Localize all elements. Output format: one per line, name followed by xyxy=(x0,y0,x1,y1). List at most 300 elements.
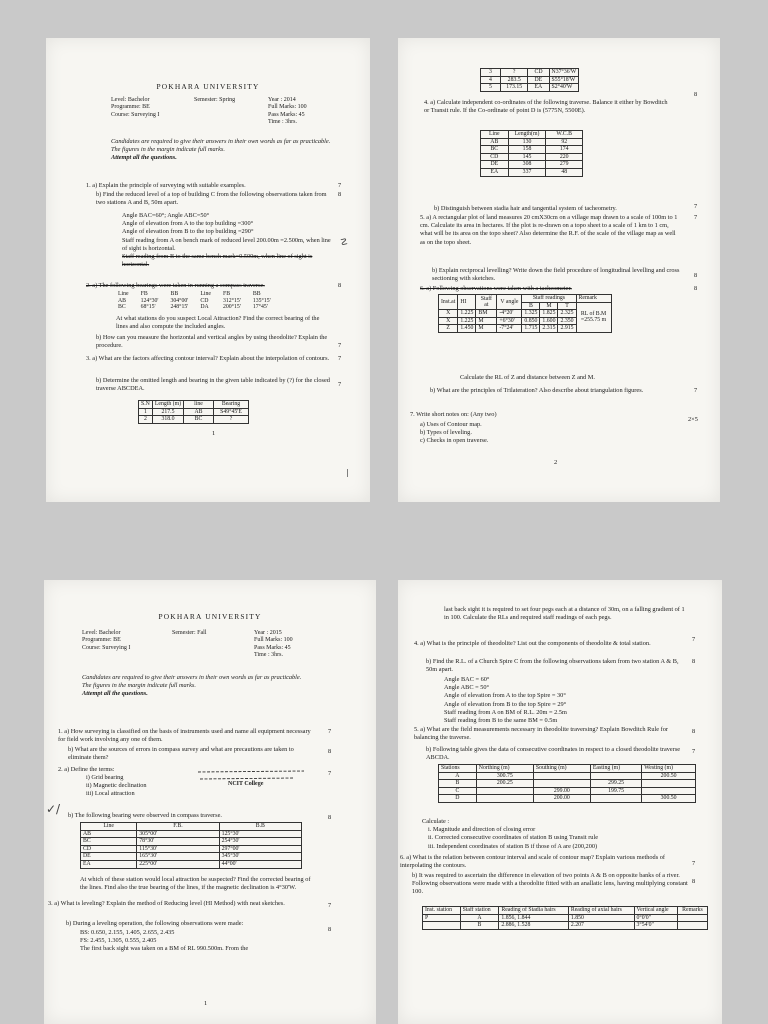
cell: BC xyxy=(118,304,126,311)
cell: X xyxy=(439,317,458,325)
instruction-3: Attempt all the questions. xyxy=(82,690,148,698)
page-number: 1 xyxy=(212,430,216,437)
cell: CD xyxy=(528,69,549,77)
full-marks: Full Marks: 100 xyxy=(254,637,293,644)
cell: F.B. xyxy=(137,823,219,831)
cell: 200°15' xyxy=(222,304,241,311)
cell: AB xyxy=(481,138,509,146)
q2a-text: At what stations do you suspect Local Attraction? Find the correct bearing of the lines and also compute the included angles. xyxy=(116,315,320,331)
cell: N37°36'W xyxy=(549,69,579,77)
cell: AB xyxy=(184,408,214,416)
stamp-text: NCIT College xyxy=(228,781,264,787)
cell: 78°30' xyxy=(137,838,219,846)
q3b: b) Determine the omitted length and bearing in the given table indicated by (?) for the closed traverse ABCDEA. xyxy=(96,377,330,393)
q2a: 2. a) The following bearings were taken in running a compass traverse. xyxy=(86,282,265,289)
cell: DA xyxy=(200,304,209,311)
college-stamp xyxy=(194,766,312,792)
q6a-marks: 7 xyxy=(692,860,696,867)
instruction-3: Attempt all the questions. xyxy=(111,154,177,162)
pass-marks: Pass Marks: 45 xyxy=(268,111,305,118)
cell: 1.850 xyxy=(568,914,634,922)
term-2: ii) Magnetic declination xyxy=(86,782,147,790)
cell: B xyxy=(522,302,540,310)
level: Level: Bachelor xyxy=(82,630,121,636)
cell: T xyxy=(558,302,576,310)
margin-checkmark: ✓/ xyxy=(46,802,61,816)
cell: Bearing xyxy=(213,401,248,409)
q4b-data xyxy=(444,676,684,725)
cell xyxy=(677,922,707,930)
cell: BB xyxy=(170,291,179,297)
q1a: 1. a) How surveying is classified on the basis of instruments used and name all equipment necessary for field work involving any one of them. xyxy=(58,728,311,744)
instruction-1: Candidates are required to give their answers in their own words as far as practicable. xyxy=(111,138,331,145)
header-left xyxy=(82,630,130,652)
cell: EA xyxy=(481,168,509,176)
header-right xyxy=(268,97,307,127)
remark-cell: RL of B.M =255.75 m xyxy=(576,302,611,332)
cell: Reading of Stadia hairs xyxy=(499,907,568,915)
cell: 1.600 xyxy=(540,317,558,325)
q6b-marks: 7 xyxy=(694,387,698,394)
instruction-2: The figures in the margin indicate full marks. xyxy=(111,146,225,154)
q4b: b) Distinguish between stadia hair and tangential system of tacheometry. xyxy=(434,205,617,212)
cell xyxy=(476,787,533,795)
q1b-data xyxy=(122,212,332,269)
q3b-marks: 8 xyxy=(328,926,332,933)
cell: 1.225 xyxy=(458,317,476,325)
calc-item-3: iii. Independent coordinates of station B if those of A are (200,200) xyxy=(428,842,598,850)
table-row xyxy=(423,922,708,930)
cell: Staff station xyxy=(460,907,499,915)
cell: S2°40'W xyxy=(549,84,579,92)
cell: B xyxy=(439,780,477,788)
cell: 68°15' xyxy=(140,304,156,311)
q4b-marks: 7 xyxy=(694,203,698,210)
cell: +6°30' xyxy=(497,317,522,325)
cell: M xyxy=(476,325,497,333)
cell: 304°00' xyxy=(170,297,189,304)
cell: S.N xyxy=(139,401,153,409)
cell: S49°45'E xyxy=(213,408,248,416)
cell: 199.75 xyxy=(590,787,641,795)
cell: 1.715 xyxy=(522,325,540,333)
instructions xyxy=(82,674,312,699)
cell: B.B xyxy=(219,823,301,831)
cell: 2.207 xyxy=(568,922,634,930)
q4b-line-3: Angle of elevation from A to the top Spire = 30° xyxy=(444,692,566,700)
q4b-line-1: Angle BAC = 60° xyxy=(444,676,490,683)
instructions xyxy=(111,138,331,163)
q2b: b) The following bearing were observed in compass traverse. xyxy=(68,812,222,819)
cell: CD xyxy=(481,153,509,161)
q2a-marks: 7 xyxy=(328,770,332,777)
cell: 165°30' xyxy=(137,853,219,861)
cell: ? xyxy=(500,69,528,77)
cell: DE xyxy=(81,853,137,861)
cell: Inst.at xyxy=(439,295,458,310)
cell: 305°00' xyxy=(137,830,219,838)
q3b-text: The first back sight was taken on a BM of RL 990.500m. From the xyxy=(80,945,249,953)
cell: B xyxy=(460,922,499,930)
semester: Semester: Fall xyxy=(172,630,207,636)
cell: 2.315 xyxy=(540,325,558,333)
q3b-continued: last back sight it is required to set four pegs each at a distance of 30m, on a falling gradient of 1 in 100. Calculate the RLs and required staff readings of each pegs. xyxy=(444,606,685,622)
page-number: 2 xyxy=(554,459,558,466)
cell: EA xyxy=(81,860,137,868)
time: Time : 3hrs. xyxy=(254,652,283,659)
cell: 200.25 xyxy=(476,780,533,788)
cell: 4 xyxy=(481,76,501,84)
cell: Easting (m) xyxy=(590,765,641,773)
cell: AB xyxy=(118,297,127,304)
cell: 279 xyxy=(546,161,583,169)
cell: 1.825 xyxy=(540,310,558,318)
q5b: b) Explain reciprocal levelling? Write down the field procedure of longitudinal levelling and cross sectioning with sketches. xyxy=(432,267,680,283)
q6b-marks: 8 xyxy=(692,878,696,885)
q7-item-a: a) Uses of Contour map. xyxy=(420,421,482,428)
q4b-line-6: Staff reading from B to the same BM = 0.5m xyxy=(444,717,558,725)
programme: Programme: BE xyxy=(82,637,121,644)
table-header xyxy=(481,131,583,139)
cell: 0.850 xyxy=(522,317,540,325)
q4a: 4. a) What is the principle of theodolite? List out the components of theodolite & total station. xyxy=(414,640,651,647)
q1b-marks: 8 xyxy=(328,748,332,755)
course: Course: Surveying I xyxy=(82,644,131,651)
table-header xyxy=(439,295,612,303)
programme: Programme: BE xyxy=(111,104,150,111)
calc-item-2: ii. Corrected consecutive coordinates of station B using Transit rule xyxy=(428,834,598,842)
exam-page-1 xyxy=(46,38,370,502)
cell xyxy=(642,787,696,795)
exam-page-4 xyxy=(398,580,722,1024)
table-row xyxy=(481,76,579,84)
table-row xyxy=(481,84,579,92)
q3b-marks: 7 xyxy=(338,381,342,388)
level: Level: Bachelor xyxy=(111,97,150,103)
q3a: 3. a) What is leveling? Explain the method of Reducing level (HI Method) with neat sketches. xyxy=(48,900,285,907)
cell: 312°15' xyxy=(222,297,241,304)
table-row xyxy=(481,138,583,146)
table-row xyxy=(481,161,583,169)
q5a: 5. a) A rectangular plot of land measures 20 cmX30cm on a village map drawn to a scale of 100m to 1 cm. Calculate its area in hectares. If the plot is re-drawn on a topo sheet to a scale of 1 km to 1 cm, what will be its area on the topo sheet? Also determine the R.F. of the scale of the village map as well as on the topo sheet. xyxy=(420,214,678,246)
q5a-marks: 7 xyxy=(694,214,698,221)
q2a-marks: 8 xyxy=(338,282,342,289)
instruction-1: Candidates are required to give their answers in their own words as far as practicable. xyxy=(82,674,302,681)
cell: DE xyxy=(528,76,549,84)
cell: BC xyxy=(481,146,509,154)
cell: Length(m) xyxy=(508,131,546,139)
cell: Staff readings xyxy=(522,295,576,303)
cell: Staff at xyxy=(476,295,497,310)
cell xyxy=(590,795,641,803)
calculate-label: Calculate : xyxy=(422,818,450,825)
bearing-table xyxy=(80,822,302,869)
cell: BM xyxy=(476,310,497,318)
q1b: b) What are the sources of errors in compass survey and what are precautions are taken to eliminate them? xyxy=(68,746,294,762)
q7-item-c: c) Checks in open traverse. xyxy=(420,437,489,445)
fore-sights: FS: 2.455, 1.305, 0.555, 2.405 xyxy=(80,937,157,945)
cell: ? xyxy=(213,416,248,424)
cell: 337 xyxy=(508,168,546,176)
cell: 17°45' xyxy=(252,304,268,311)
cell: 254°30' xyxy=(219,838,301,846)
cell: 300.75 xyxy=(476,772,533,780)
cell: 92 xyxy=(546,138,583,146)
q1a-marks: 7 xyxy=(328,728,332,735)
cell: 2.350 xyxy=(558,317,576,325)
q6a: 6. a) What is the relation between contour interval and scale of contour map? Explain various methods of interpolating the contours. xyxy=(400,854,665,870)
cell: A xyxy=(460,914,499,922)
table-header xyxy=(139,401,249,409)
q2a-row xyxy=(118,304,277,311)
cell: 1.856, 1.844 xyxy=(499,914,568,922)
cell: Northing (m) xyxy=(476,765,533,773)
q2b: b) How can you measure the horizontal and vertical angles by using theodolite? Explain the procedure. xyxy=(96,334,328,350)
margin-mark: | xyxy=(346,468,349,477)
q2a-bearing-table xyxy=(118,291,277,311)
q4b-marks: 8 xyxy=(692,658,696,665)
q7: 7. Write short notes on: (Any two) xyxy=(410,411,497,418)
q6a-marks: 8 xyxy=(694,285,698,292)
cell: Stations xyxy=(439,765,477,773)
table-row xyxy=(481,153,583,161)
cell: AB xyxy=(81,830,137,838)
cell: Line xyxy=(118,291,129,297)
table-header xyxy=(439,765,696,773)
cell: line xyxy=(184,401,214,409)
cell: Line xyxy=(200,291,211,297)
q6b: b) It was required to ascertain the difference in elevation of two points A & B on opposite banks of a river. Following observations were made with a theodolite fitted with an anallatic lens, having multiplying constant 100. xyxy=(412,872,688,896)
table-row xyxy=(481,69,579,77)
cell: 2 xyxy=(139,416,153,424)
continued-traverse-table xyxy=(480,68,579,92)
cell: 200.50 xyxy=(642,772,696,780)
coordinate-table xyxy=(438,764,696,803)
q4b-line-5: Staff reading from A on BM of R.L. 20m = 2.5m xyxy=(444,708,567,716)
cell: W.C.B xyxy=(546,131,583,139)
cell: 217.5 xyxy=(152,408,183,416)
cell: 297°00' xyxy=(219,845,301,853)
cell: 1.325 xyxy=(522,310,540,318)
cell: 248°15' xyxy=(170,304,189,311)
cell: 5 xyxy=(481,84,501,92)
q6a-text: Calculate the RL of Z and distance between Z and M. xyxy=(460,374,595,381)
stamp-scrawl-icon xyxy=(194,766,312,792)
q2b-text: At which of these station would local attraction be suspected? Find the corrected bearing of the lines. Find also the true bearing of the lines, if the magnetic declination is 4°30'W. xyxy=(80,876,311,892)
q6a: 6. a) Following observations were taken with a tacheometer. xyxy=(420,285,572,292)
q1b-line-2: Angle of elevation from A to the top building =300° xyxy=(122,220,254,228)
cell: 2.886, 1.528 xyxy=(499,922,568,930)
instruction-2: The figures in the margin indicate full marks. xyxy=(82,682,196,690)
q1a-marks: 7 xyxy=(338,182,342,189)
table-row xyxy=(481,168,583,176)
cell: 318.0 xyxy=(152,416,183,424)
cell: 1.450 xyxy=(458,325,476,333)
traverse-table xyxy=(480,130,583,177)
calc-item-1: i. Magnitude and direction of closing error xyxy=(428,826,536,834)
q5b-marks: 7 xyxy=(692,748,696,755)
table-row xyxy=(139,408,249,416)
cell: HI xyxy=(458,295,476,310)
cell: 125°30' xyxy=(219,830,301,838)
q2a-head xyxy=(118,291,277,298)
q3a-marks: 7 xyxy=(328,902,332,909)
term-3: iii) Local attraction xyxy=(86,790,135,798)
full-marks: Full Marks: 100 xyxy=(268,104,307,111)
cell xyxy=(533,772,590,780)
table-row xyxy=(439,795,696,803)
cell: Remark xyxy=(576,295,611,303)
q4b-line-4: Angle of elevation from B to the top Spire = 29° xyxy=(444,700,567,708)
cell: X xyxy=(439,310,458,318)
cell: Inst. station xyxy=(423,907,461,915)
cell: Z xyxy=(439,325,458,333)
cell: 308 xyxy=(508,161,546,169)
cell: CD xyxy=(81,845,137,853)
q4b-line-2: Angle ABC = 50° xyxy=(444,684,490,692)
cell: Length (m) xyxy=(152,401,183,409)
q3a-marks: 7 xyxy=(338,355,342,362)
cell: Vertical angle xyxy=(634,907,677,915)
q1b-line-4: Staff reading from A on bench mark of reduced level 200.00m =2.500m, when line of sight is horizontal. xyxy=(122,236,331,252)
q2b-marks: 7 xyxy=(338,342,342,349)
cell: 299.25 xyxy=(590,780,641,788)
cell: 200.00 xyxy=(533,795,590,803)
cell: 225°00' xyxy=(137,860,219,868)
year: Year : 2015 xyxy=(254,630,282,636)
header-right xyxy=(254,630,293,660)
cell: 124°30' xyxy=(140,297,159,304)
tacheometer-table xyxy=(438,294,612,333)
cell: S55°18'W xyxy=(549,76,579,84)
cell: 2.325 xyxy=(558,310,576,318)
q1a: 1. a) Explain the principle of surveying with suitable examples. xyxy=(86,182,246,189)
cell: 0°0'0" xyxy=(634,914,677,922)
exam-page-3 xyxy=(44,580,376,1024)
cell: 3°54'0" xyxy=(634,922,677,930)
q1b: b) Find the reduced level of a top of building C from the following observations taken from two stations A and B, 50m apart. xyxy=(96,191,327,207)
q4a: 4. a) Calculate independent co-ordinates of the following traverse. Balance it either by Bowditch or Transit rule. If the Co-ordinate of point D is (5775N, 5500E). xyxy=(424,99,668,115)
table-header xyxy=(423,907,708,915)
table-row xyxy=(481,146,583,154)
cell: P xyxy=(423,914,461,922)
table-header xyxy=(81,823,302,831)
cell: 44°00' xyxy=(219,860,301,868)
course: Course: Surveying I xyxy=(111,111,160,118)
term-1: i) Grid bearing xyxy=(86,774,124,781)
q1b-marks: 8 xyxy=(338,191,342,198)
q2a-terms xyxy=(86,774,206,799)
cell: -4°20' xyxy=(497,310,522,318)
cell: 345°30' xyxy=(219,853,301,861)
cell: V angle xyxy=(497,295,522,310)
q7-items xyxy=(420,421,660,446)
cell: BC xyxy=(81,838,137,846)
table-row xyxy=(81,838,302,846)
cell: FB xyxy=(222,291,231,297)
cell xyxy=(533,780,590,788)
q6b: b) What are the principles of Trilateration? Also describe about triangulation figures. xyxy=(430,387,644,394)
cell xyxy=(476,795,533,803)
q1b-line-5: Staff reading from B to the same bench mark=0.500m, when line of sight is horizontal. xyxy=(122,253,313,269)
cell xyxy=(423,922,461,930)
cell: Westing (m) xyxy=(642,765,696,773)
header-left xyxy=(111,97,159,119)
q1b-line-3: Angle of elevation from B to the top building =290° xyxy=(122,228,254,236)
q7-item-b: b) Types of leveling. xyxy=(420,429,472,437)
cell xyxy=(642,780,696,788)
q5a: 5. a) What are the field measurements necessary in theodolite traversing? Explain Bowditch Rule for balancing the traverse. xyxy=(414,726,668,742)
cell: BC xyxy=(184,416,214,424)
cell xyxy=(677,914,707,922)
cell: 3 xyxy=(481,69,501,77)
cell: 1.225 xyxy=(458,310,476,318)
cell: 2.915 xyxy=(558,325,576,333)
pass-marks: Pass Marks: 45 xyxy=(254,644,291,651)
cell: Remarks xyxy=(677,907,707,915)
cell: Line xyxy=(81,823,137,831)
cell: 115°30' xyxy=(137,845,219,853)
table-row xyxy=(439,787,696,795)
cell: M xyxy=(540,302,558,310)
page-number: 1 xyxy=(204,1000,208,1007)
cell: 130 xyxy=(508,138,546,146)
cell: 158 xyxy=(508,146,546,154)
q3b-readings xyxy=(80,929,316,954)
university-title: POKHARA UNIVERSITY xyxy=(156,82,260,91)
cell: Southing (m) xyxy=(533,765,590,773)
cell: C xyxy=(439,787,477,795)
time: Time : 3hrs. xyxy=(268,119,297,126)
cell: A xyxy=(439,772,477,780)
university-title: POKHARA UNIVERSITY xyxy=(158,612,262,621)
table-row xyxy=(81,860,302,868)
q4b: b) Find the R.L. of a Church Spire C from the following observations taken from two station A & B, 50m apart. xyxy=(426,658,679,674)
back-sights: BS: 0.650, 2.155, 1.405, 2.655, 2.435 xyxy=(80,929,175,936)
cell: 300.50 xyxy=(642,795,696,803)
observation-table xyxy=(422,906,708,930)
cell: D xyxy=(439,795,477,803)
year: Year : 2014 xyxy=(268,97,296,103)
q4a-marks: 7 xyxy=(692,636,696,643)
q2a: 2. a) Define the terms: xyxy=(58,766,115,773)
q5b: b) Following table gives the data of consecutive coordinates in respect to a closed theodolite traverse ABCDA. xyxy=(426,746,681,762)
cell: M xyxy=(476,317,497,325)
q1b-line-1: Angle BAC=60°; Angle ABC=50° xyxy=(122,212,210,219)
cell: 135°15' xyxy=(252,297,271,304)
q3b-traverse-table xyxy=(138,400,249,424)
table-row xyxy=(81,845,302,853)
cell: Line xyxy=(481,131,509,139)
table-row xyxy=(81,853,302,861)
cell: CD xyxy=(200,297,209,304)
table-row xyxy=(81,830,302,838)
cell: EA xyxy=(528,84,549,92)
table-row xyxy=(423,914,708,922)
table-row xyxy=(139,416,249,424)
cell: 283.5 xyxy=(500,76,528,84)
q7-marks: 2×5 xyxy=(688,416,698,423)
q3a: 3. a) What are the factors affecting contour interval? Explain about the interpolation of contours. xyxy=(86,355,330,362)
cell: 174 xyxy=(546,146,583,154)
cell: 48 xyxy=(546,168,583,176)
table-row xyxy=(439,780,696,788)
cell: 220 xyxy=(546,153,583,161)
cell xyxy=(590,772,641,780)
q2b-marks: 8 xyxy=(328,814,332,821)
margin-scribble: ☡ xyxy=(340,238,349,248)
cell: Reading of axial hairs xyxy=(568,907,634,915)
